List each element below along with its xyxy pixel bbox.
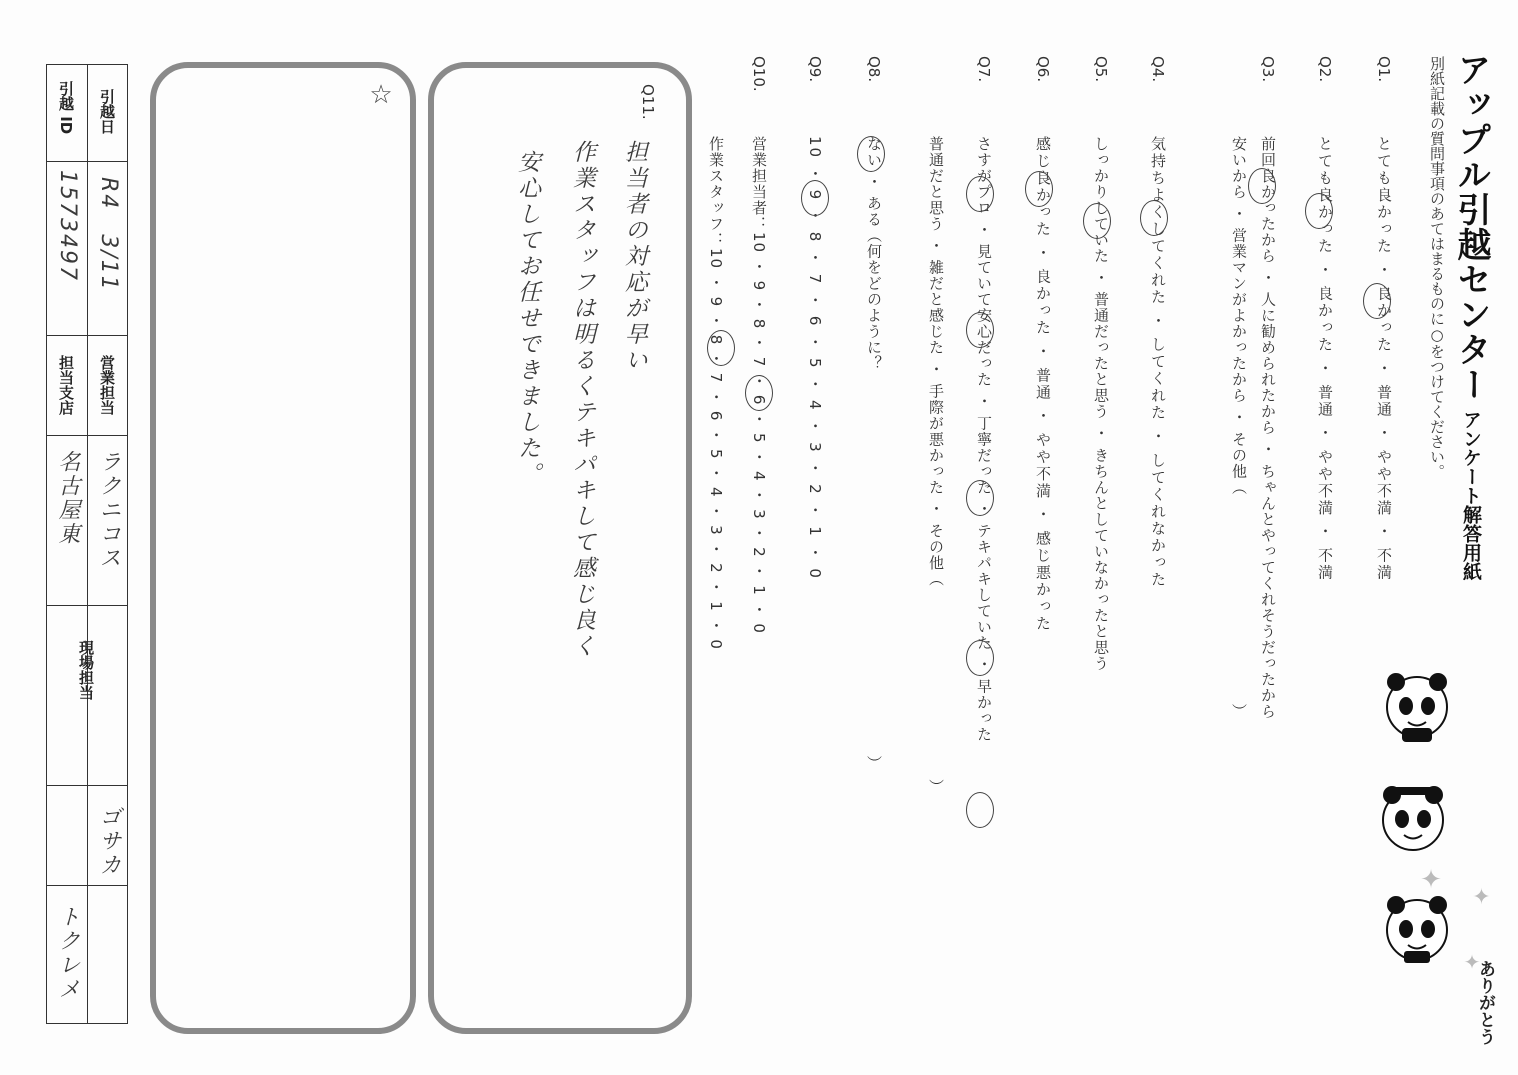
mascot-caption: ありがとう xyxy=(1475,960,1495,1045)
q2-answers: とても良かった ・ 良かった ・ 普通 ・ やや不満 ・ 不満 xyxy=(1316,136,1334,582)
move-id-label: 引越 ID xyxy=(57,81,75,135)
table-divider xyxy=(87,65,88,1023)
selected-answer-circle xyxy=(857,136,885,172)
move-info-table xyxy=(46,64,128,1024)
table-divider xyxy=(47,435,127,436)
company-name: アップル引越センター xyxy=(1451,52,1491,402)
q1-answers: とても良かった ・ 良かった ・ 普通 ・ やや不満 ・ 不満 xyxy=(1375,136,1393,582)
branch-value: 名古屋東 xyxy=(55,450,80,546)
mascot-illustration xyxy=(1372,662,1462,756)
q4-number: Q4. xyxy=(1149,56,1167,83)
q11-handwritten-line2: 作業スタッフは明るくテキパキして感じ良く xyxy=(569,140,595,660)
q5-answers: しっかりしていた ・ 普通だったと思う ・ きちんとしていなかったと思う xyxy=(1092,136,1110,672)
site-value: ゴサカ xyxy=(96,805,121,877)
q3-answers-line2: 安いから ・ 営業マンがよかったから ・ その他（ ） xyxy=(1230,136,1248,720)
sales-label: 営業担当 xyxy=(98,355,116,415)
q6-answers: 感じ良かった ・ 良かった ・ 普通 ・ やや不満 ・ 感じ悪かった xyxy=(1034,136,1052,633)
q9-answers: 10 ・ 9 ・ 8 ・ 7 ・ 6 ・ 5 ・ 4 ・ 3 ・ 2 ・ 1 ・ 0 xyxy=(806,136,824,580)
panda-mascot-icon xyxy=(1372,885,1462,975)
q2-number: Q2. xyxy=(1316,56,1334,83)
sparkle-icon: ✦ xyxy=(1460,950,1484,974)
selected-answer-circle xyxy=(1363,283,1391,319)
q7-answers-line2: 普通だと思う ・ 雑だと感じた ・ 手際が悪かった ・ その他（ ） xyxy=(927,136,945,795)
move-date-label: 引越日 xyxy=(98,89,116,134)
q8-answers: ない ・ ある（何をどのように？ ） xyxy=(865,136,883,772)
sales-value: ラクニコス xyxy=(96,450,121,570)
q11-number: Q11. xyxy=(639,84,657,120)
extra-value: トクレメ xyxy=(55,905,80,1001)
q6-number: Q6. xyxy=(1034,56,1052,83)
q3-number: Q3. xyxy=(1259,56,1277,83)
selected-answer-circle xyxy=(1248,168,1276,204)
q5-number: Q5. xyxy=(1092,56,1110,83)
panda-mascot-icon xyxy=(1368,775,1458,865)
q4-answers: 気持ちよくしてくれた ・ してくれた ・ してくれなかった xyxy=(1149,136,1167,589)
q3-answers-line1: 前回良かったから ・ 人に勧められたから ・ ちゃんとやってくれそうだったから xyxy=(1259,136,1277,720)
selected-answer-circle xyxy=(966,640,994,676)
selected-answer-circle xyxy=(1305,193,1333,229)
branch-label: 担当支店 xyxy=(57,355,75,415)
selected-answer-circle xyxy=(966,792,994,828)
selected-answer-circle xyxy=(707,330,735,366)
site-label: 現場担当 xyxy=(77,640,95,700)
q7-number: Q7. xyxy=(975,56,993,83)
brand-title xyxy=(1451,52,1491,581)
table-divider xyxy=(47,335,127,336)
q10-answers-staff: 作業スタッフ：10 ・ 9 ・ 8 ・ 7 ・ 6 ・ 5 ・ 4 ・ 3 ・ 2 ・ 1 ・ 0 xyxy=(707,136,725,650)
q11-handwritten-line3: 安心してお任せできました。 xyxy=(514,150,540,488)
selected-answer-circle xyxy=(966,312,994,348)
q10-number: Q10. xyxy=(750,56,768,92)
q8-number: Q8. xyxy=(865,56,883,83)
q11-handwritten-line1: 担当者の対応が早い xyxy=(621,140,647,374)
q7-answers-line1: さすがプロ ・ 見ていて安心だった ・ 丁寧だった ・ テキパキしていた ・ 早かった xyxy=(975,136,993,743)
q9-number: Q9. xyxy=(806,56,824,83)
selected-answer-circle xyxy=(1140,200,1168,236)
selected-answer-circle xyxy=(745,375,773,411)
office-use-box xyxy=(150,62,416,1034)
panda-mascot-icon xyxy=(1372,662,1462,752)
selected-answer-circle xyxy=(1083,203,1111,239)
q1-number: Q1. xyxy=(1375,56,1393,83)
mascot-illustration xyxy=(1368,775,1458,869)
q11-comment-box xyxy=(428,62,692,1034)
selected-answer-circle xyxy=(966,480,994,516)
sparkle-icon: ✦ xyxy=(1469,885,1494,910)
selected-answer-circle xyxy=(1025,171,1053,207)
sparkle-icon: ✦ xyxy=(1416,865,1446,895)
table-divider xyxy=(47,161,127,162)
form-subtitle: アンケート解答用紙 xyxy=(1460,410,1482,581)
move-id-value: 1573497 xyxy=(55,170,80,282)
mascot-illustration xyxy=(1372,885,1462,979)
table-divider xyxy=(47,885,127,886)
move-date-value: R4 3/11 xyxy=(96,177,121,292)
instruction-text: 別紙記載の質問事項のあてはまるものに○をつけてください。 xyxy=(1428,56,1446,479)
star-icon: ☆ xyxy=(366,80,396,110)
table-divider xyxy=(47,605,127,606)
selected-answer-circle xyxy=(801,180,829,216)
q10-answers-sales: 営業担当者：10 ・ 9 ・ 8 ・ 7 ・ 6 ・ 5 ・ 4 ・ 3 ・ 2 ・ 1 ・ 0 xyxy=(750,136,768,634)
table-divider xyxy=(47,785,127,786)
selected-answer-circle xyxy=(966,176,994,212)
